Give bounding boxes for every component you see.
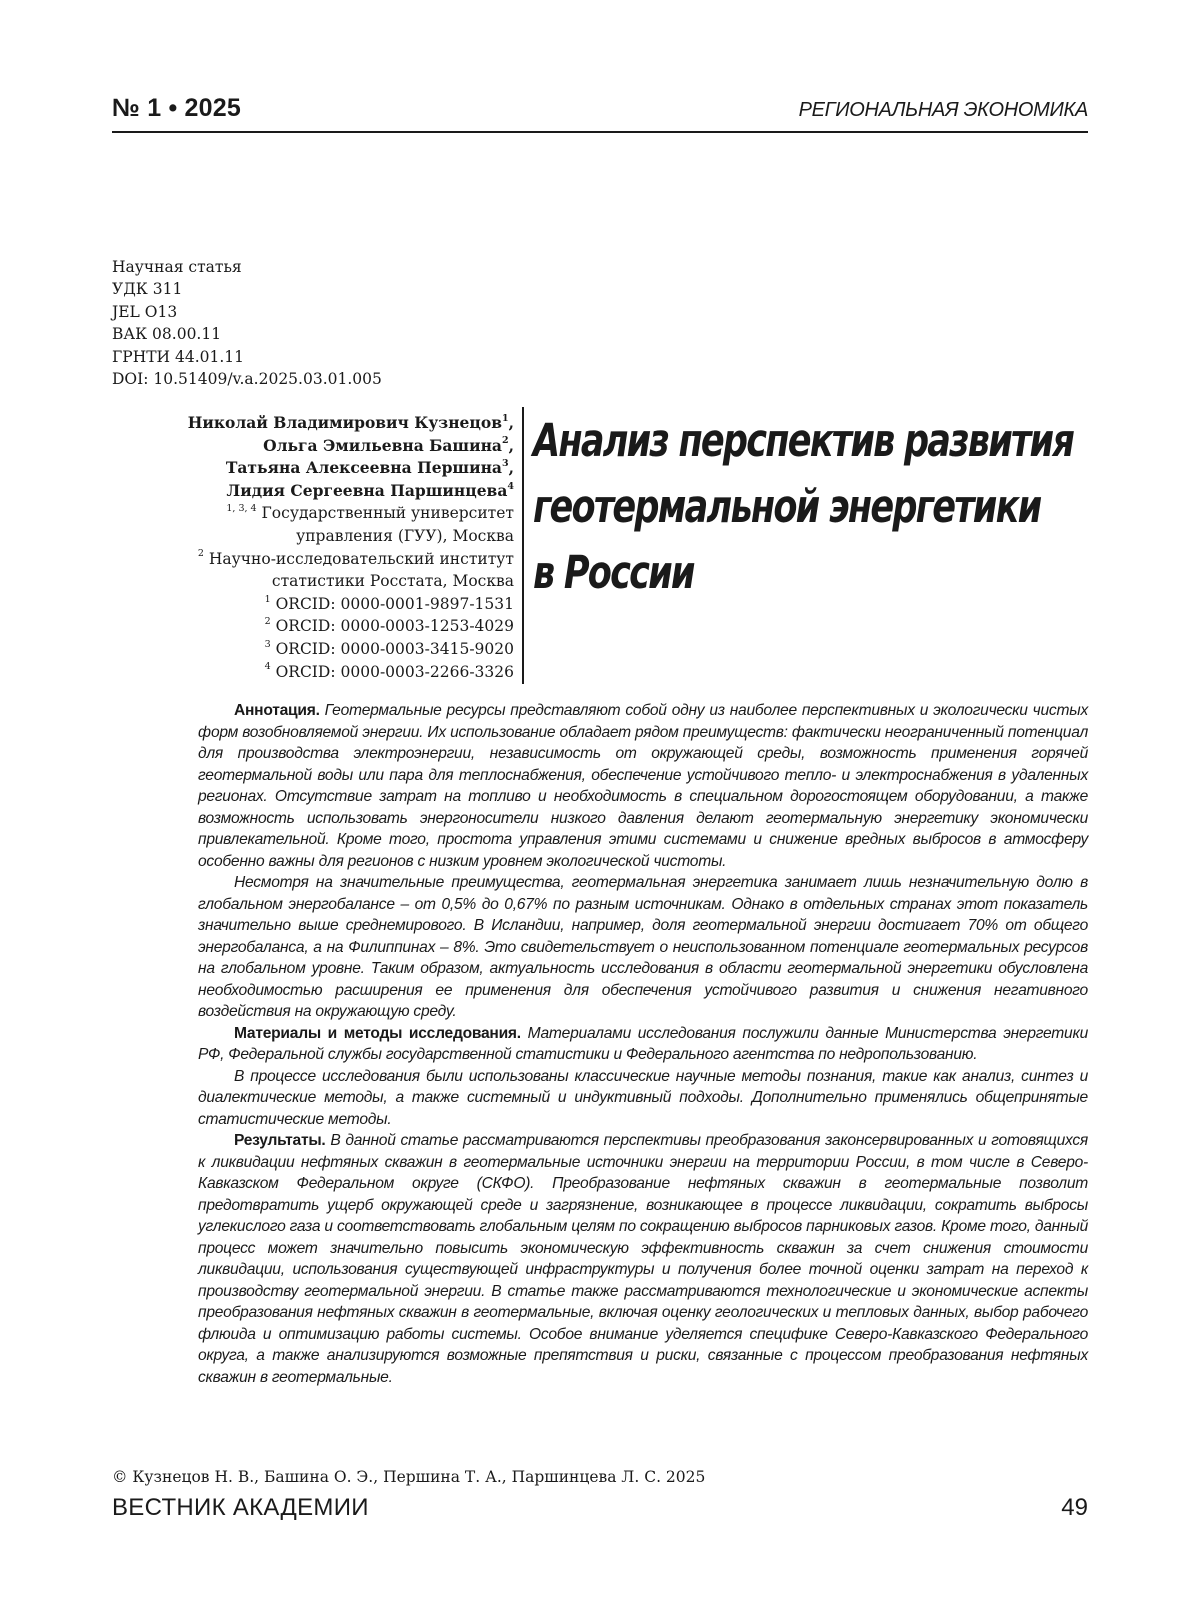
title-line: Анализ перспектив развития [533, 414, 1074, 467]
methods-paragraph: В процессе исследования были использованы классические научные методы познания, такие как анализ, синтез и диалектические методы, а также системный и индуктивный подходы. Дополнительно применялись общепринятые статистические методы. [198, 1067, 1088, 1128]
authors-block [112, 412, 514, 683]
author-name: Ольга Эмильевна Башина$^2$, [263, 435, 514, 455]
grnti-code: ГРНТИ 44.01.11 [112, 347, 245, 366]
methods-paragraph: Материалы и методы исследования. Материалами исследования послужили данные Министерства энергетики РФ, Федеральной службы государственной статистики и Федерального агентства по недропользованию. [198, 1024, 1088, 1063]
orcid-line: $^1$ ORCID: 0000-0001-9897-1531 [264, 593, 514, 613]
issue-number: № 1 • 2025 [112, 94, 241, 122]
article-metadata [112, 256, 382, 390]
author-name: Лидия Сергеевна Паршинцева$^4$ [226, 480, 514, 500]
header-divider [112, 131, 1088, 133]
copyright-notice: © Кузнецов Н. В., Башина О. Э., Першина Т. А., Паршинцева Л. С. 2025 [112, 1468, 706, 1486]
author-name: Николай Владимирович Кузнецов$^1$, [187, 412, 514, 432]
vak-code: ВАК 08.00.11 [112, 325, 222, 344]
orcid-line: $^4$ ORCID: 0000-0003-2266-3326 [264, 661, 514, 681]
affiliation-line: статистики Росстата, Москва [271, 572, 514, 591]
section-title: РЕГИОНАЛЬНАЯ ЭКОНОМИКА [798, 99, 1088, 121]
journal-name: ВЕСТНИК АКАДЕМИИ [112, 1494, 369, 1521]
results-label: Результаты. [234, 1132, 326, 1149]
page-number: 49 [1061, 1494, 1088, 1521]
udc-code: УДК 311 [112, 280, 183, 299]
annotation-paragraph: Несмотря на значительные преимущества, геотермальная энергетика занимает лишь незначительную долю в глобальном энергобалансе – от 0,5% до 0,67% по разным источникам. Однако в отдельных странах этот показатель значительно выше среднемирового. В Исландии, например, доля геотермальной энергии достигает 70% от общего энергобаланса, а на Филиппинах – 8%. Это свидетельствует о неиспользованном потенциале геотермальных ресурсов на глобальном уровне. Таким образом, актуальность исследования в области геотермальной энергетики обусловлена необходимостью расширения ее применения для обеспечения устойчивого развития и снижения негативного воздействия на окружающую среду. [198, 874, 1088, 1020]
orcid-line: $^3$ ORCID: 0000-0003-3415-9020 [264, 638, 514, 658]
methods-label: Материалы и методы исследования. [234, 1024, 521, 1042]
results-paragraph: Результаты. В данной статье рассматриваются перспективы преобразования законсервированных и готовящихся к ликвидации нефтяных скважин в геотермальные источники энергии на территории России, в том числе в Северо-Кавказском Федеральном округе (СКФО). Преобразование нефтяных скважин в геотермальные позволит предотвратить ущерб окружающей среде и загрязнение, возникающее в процессе ликвидации, сократить выбросы углекислого газа и соответствовать глобальным целям по сокращению выбросов парниковых газов. Кроме того, данный процесс может значительно повысить экономическую эффективность скважин за счет снижения стоимости ликвидации, использования существующей инфраструктуры и получения более точной оценки затрат на переход к производству геотермальной энергии. В статье также рассматриваются технологические и экономические аспекты преобразования нефтяных скважин в геотермальные, включая оценку геологических и тепловых данных, выбор рабочего флюида и оптимизацию работы системы. Особое внимание уделяется специфике Северо-Кавказского Федерального округа, а также анализируются возможные препятствия и риски, связанные с процессом преобразования нефтяных скважин в геотермальные. [198, 1132, 1089, 1386]
title-divider [522, 407, 524, 684]
jel-code: JEL O13 [112, 302, 178, 321]
orcid-line: $^2$ ORCID: 0000-0003-1253-4029 [264, 616, 514, 636]
title-line: геотермальной энергетики [533, 480, 1041, 533]
article-type: Научная статья [112, 258, 242, 276]
title-line: в России [533, 546, 694, 599]
abstract-block [198, 700, 1088, 1388]
annotation-label: Аннотация. [234, 702, 320, 719]
doi: DOI: 10.51409/v.a.2025.03.01.005 [112, 370, 382, 389]
affiliation-line: $^{1, 3, 4}$ Государственный университет [226, 503, 514, 523]
author-name: Татьяна Алексеевна Першина$^3$, [225, 458, 514, 478]
article-title [533, 408, 1074, 606]
annotation-paragraph: Аннотация. Геотермальные ресурсы представляют собой одну из наиболее перспективных и экологически чистых форм возобновляемой энергии. Их использование обладает рядом преимуществ: фактически неограниченный потенциал для производства электроэнергии, независимость от окружающей среды, возможность применения горячей геотермальной воды или пара для теплоснабжения, обеспечение устойчивого тепло- и электроснабжения в удаленных регионах. Отсутствие затрат на топливо и необходимость в специальном дорогостоящем оборудовании, а также возможность использовать энергоносители низкого давления делают геотермальную энергетику экономически привлекательной. Кроме того, простота управления этими системами и снижение вредных выбросов в атмосферу особенно важны для регионов с низким уровнем экологической чистоты. [198, 702, 1088, 870]
affiliation-line: управления (ГУУ), Москва [296, 526, 514, 545]
affiliation-line: $^2$ Научно-исследовательский институт [197, 548, 514, 568]
